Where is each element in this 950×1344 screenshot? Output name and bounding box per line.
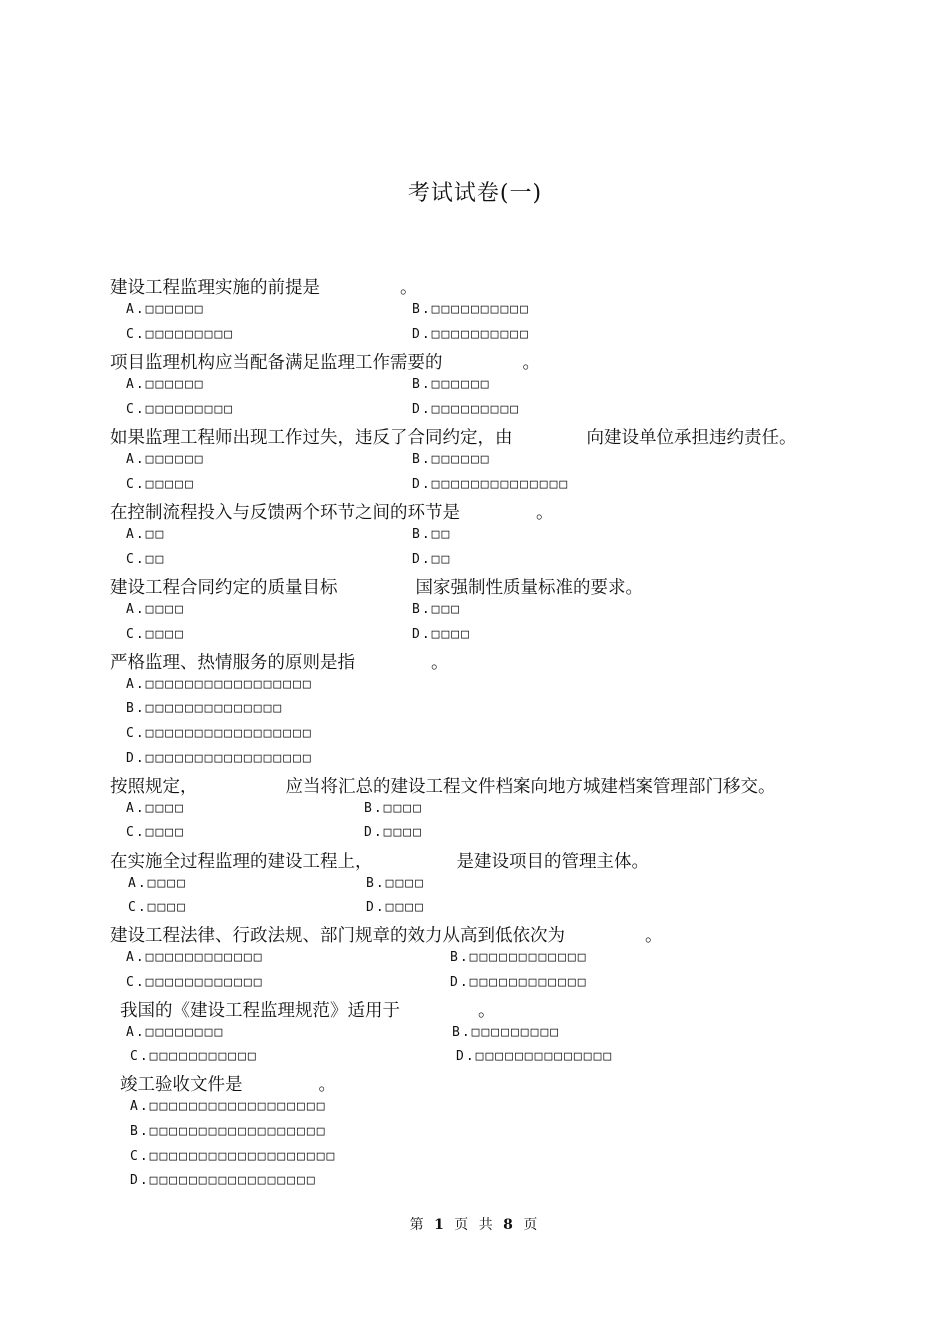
question-3 [110, 424, 797, 449]
option-a: A.□□□□ [128, 876, 187, 891]
option-d: D.□□□□ [366, 900, 425, 915]
question-stem: 严格监理、热情服务的原则是指 [110, 653, 355, 673]
question-5 [110, 574, 643, 599]
question-stem-end: 是建设项目的管理主体。 [456, 852, 649, 872]
question-stem: 如果监理工程师出现工作过失，违反了合同约定，由 [110, 428, 513, 448]
question-stem: 建设工程监理实施的前提是 [110, 278, 320, 298]
option-c: C.□□□□ [128, 900, 187, 915]
option-d: D.□□□□□□□□□□□□ [450, 975, 588, 990]
option-a: A.□□□□□□ [126, 302, 205, 317]
option-a: A.□□□□□□ [126, 452, 205, 467]
page-footer: 第 1 页 共 8 页 [409, 1217, 541, 1233]
option-d: D.□□ [412, 552, 452, 567]
option-d: D.□□□□□□□□□□□□□□□□□ [130, 1173, 317, 1188]
question-9 [110, 922, 663, 947]
option-c: C.□□ [126, 552, 166, 567]
option-d: D.□□□□□□□□□□□□□□□□□ [126, 751, 313, 766]
option-a: A.□□ [126, 527, 166, 542]
option-a: A.□□□□ [126, 801, 185, 816]
total-page-number: 8 [503, 1217, 516, 1233]
page-title: 考试试卷(一) [407, 181, 543, 206]
option-a: A.□□□□□□□□ [126, 1025, 225, 1040]
option-b: B.□□□□□□ [412, 452, 491, 467]
question-stem-end: 。 [431, 653, 449, 673]
question-stem: 我国的《建设工程监理规范》适用于 [120, 1001, 400, 1021]
option-c: C.□□□□ [126, 825, 185, 840]
option-a: A.□□□□□□□□□□□□ [126, 950, 264, 965]
option-b: B.□□□□ [364, 801, 423, 816]
option-b: B.□□□□□□□□□□□□□□□□□□ [130, 1124, 327, 1139]
question-stem: 在实施全过程监理的建设工程上， [110, 852, 373, 872]
question-stem-end: 。 [536, 503, 554, 523]
option-c: C.□□□□□□□□□□□□ [126, 975, 264, 990]
question-11 [120, 1071, 336, 1096]
question-stem-end: 。 [478, 1001, 496, 1021]
question-stem: 建设工程法律、行政法规、部门规章的效力从高到低依次为 [110, 926, 565, 946]
option-d: D.□□□□□□□□□□□□□□ [456, 1049, 614, 1064]
option-a: A.□□□□□□□□□□□□□□□□□ [126, 677, 313, 692]
option-b: B.□□□ [412, 602, 462, 617]
question-4 [110, 499, 554, 524]
question-stem-end: 。 [318, 1075, 336, 1095]
question-10 [120, 997, 496, 1022]
option-a: A.□□□□□□ [126, 377, 205, 392]
option-a: A.□□□□ [126, 602, 185, 617]
question-7 [110, 773, 776, 798]
option-b: B.□□□□□□ [412, 377, 491, 392]
question-stem-end: 国家强制性质量标准的要求。 [415, 578, 643, 598]
option-c: C.□□□□□ [126, 477, 195, 492]
question-stem-end: 。 [400, 278, 418, 298]
option-b: B.□□□□□□□□□□□□□□ [126, 701, 284, 716]
option-b: B.□□□□□□□□□□ [412, 302, 530, 317]
question-2 [110, 349, 540, 374]
option-c: C.□□□□□□□□□ [126, 327, 235, 342]
option-b: B.□□□□□□□□□□□□ [450, 950, 588, 965]
question-1 [110, 274, 418, 299]
question-stem-end: 。 [522, 353, 540, 373]
option-d: D.□□□□□□□□□□□□□□ [412, 477, 570, 492]
question-stem-end: 向建设单位承担违约责任。 [586, 428, 797, 448]
option-c: C.□□□□ [126, 627, 185, 642]
option-b: B.□□□□□□□□□ [452, 1025, 561, 1040]
option-c: C.□□□□□□□□□□□ [130, 1049, 258, 1064]
option-d: D.□□□□ [412, 627, 471, 642]
question-stem: 在控制流程投入与反馈两个环节之间的环节是 [110, 503, 460, 523]
option-c: C.□□□□□□□□□□□□□□□□□ [126, 726, 313, 741]
option-d: D.□□□□□□□□□ [412, 402, 521, 417]
question-8 [110, 848, 649, 873]
current-page-number: 1 [434, 1217, 447, 1233]
option-b: B.□□ [412, 527, 452, 542]
option-c: C.□□□□□□□□□ [126, 402, 235, 417]
question-stem: 竣工验收文件是 [120, 1075, 243, 1095]
question-stem-end: 。 [645, 926, 663, 946]
option-d: D.□□□□□□□□□□ [412, 327, 530, 342]
question-stem: 建设工程合同约定的质量目标 [110, 578, 338, 598]
question-stem-end: 应当将汇总的建设工程文件档案向地方城建档案管理部门移交。 [285, 777, 776, 797]
question-stem: 项目监理机构应当配备满足监理工作需要的 [110, 353, 443, 373]
option-c: C.□□□□□□□□□□□□□□□□□□□ [130, 1149, 337, 1164]
question-stem: 按照规定， [110, 777, 198, 797]
option-a: A.□□□□□□□□□□□□□□□□□□ [130, 1099, 327, 1114]
option-d: D.□□□□ [364, 825, 423, 840]
question-6 [110, 649, 449, 674]
option-b: B.□□□□ [366, 876, 425, 891]
